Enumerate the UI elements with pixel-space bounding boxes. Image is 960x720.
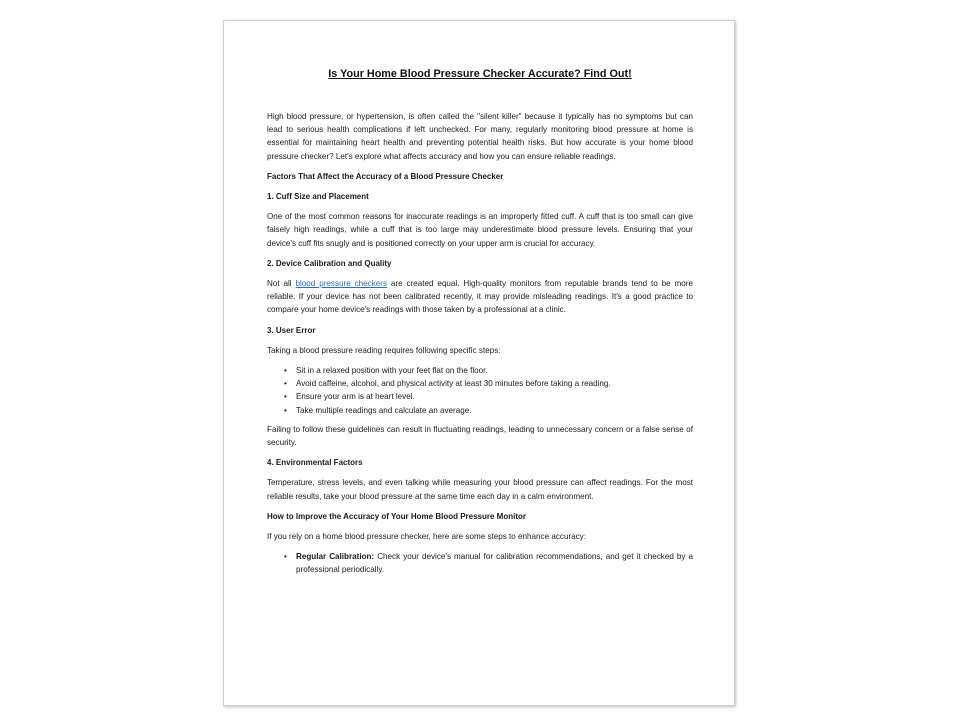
- blood-pressure-checkers-link[interactable]: blood pressure checkers: [295, 279, 387, 289]
- bullet-icon: •: [284, 405, 287, 415]
- improve-intro-paragraph: If you rely on a home blood pressure checker, here are some steps to enhance accuracy:: [267, 532, 586, 542]
- factor-heading-user-error: 3. User Error: [267, 325, 316, 335]
- improve-tips-list: [267, 550, 693, 576]
- bullet-icon: •: [284, 392, 287, 402]
- section-heading-factors: Factors That Affect the Accuracy of a Blood Pressure Checker: [267, 171, 504, 181]
- list-item-text: Ensure your arm is at heart level.: [296, 392, 415, 402]
- list-item: [267, 550, 693, 576]
- user-error-steps-list: [267, 364, 693, 417]
- factor-paragraph-user-error-intro: Taking a blood pressure reading requires following specific steps:: [267, 345, 501, 355]
- factor-paragraph-environment: Temperature, stress levels, and even talking while measuring your blood pressure can affect readings. For the most reliable results, take your blood pressure at the same time each day in a calm environment.: [267, 478, 693, 501]
- list-item-text: Take multiple readings and calculate an average.: [296, 405, 472, 415]
- list-item: [267, 364, 693, 377]
- bullet-icon: •: [284, 552, 287, 562]
- factor-paragraph-calibration-start: Not all: [267, 279, 296, 289]
- bullet-icon: •: [284, 366, 287, 376]
- factor-paragraph-user-error-outro: Failing to follow these guidelines can result in fluctuating readings, leading to unnecessary concern or a false sense of security.: [267, 424, 693, 448]
- bullet-icon: •: [284, 379, 287, 389]
- factor-heading-calibration: 2. Device Calibration and Quality: [267, 258, 392, 268]
- factor-paragraph-cuff: One of the most common reasons for inaccurate readings is an improperly fitted cuff. A cuff that is too small can give falsely high readings, while a cuff that is too large may underestimate blood pressure levels. Ensuring that your device's cuff fits snugly and is positioned correctly on your upper arm is crucial for accuracy.: [267, 212, 693, 248]
- list-item: [267, 377, 693, 390]
- intro-paragraph: High blood pressure, or hypertension, is often called the "silent killer" because it typically has no symptoms but can lead to serious health complications if left unchecked. For many, regularly monitoring blood pressure at home is essential for maintaining heart health and preventing potential health risks. But how accurate is your home blood pressure checker? Let's explore what affects accuracy and how you can ensure reliable readings.: [267, 112, 693, 161]
- document-title: Is Your Home Blood Pressure Checker Accurate? Find Out!: [328, 68, 632, 80]
- factor-paragraph-calibration-end: are created equal. High-quality monitors from reputable brands tend to be more reliable. If your device has not been calibrated recently, it may provide misleading readings. It's a good practice to compare your home device's readings with those taken by a professional at a clinic.: [267, 279, 693, 315]
- list-item: [267, 404, 693, 417]
- tip-label: Regular Calibration:: [296, 552, 375, 562]
- list-item-text: Sit in a relaxed position with your feet flat on the floor.: [296, 366, 488, 376]
- document-body: [267, 67, 693, 583]
- factor-heading-environment: 4. Environmental Factors: [267, 458, 363, 468]
- list-item-text: Avoid caffeine, alcohol, and physical activity at least 30 minutes before taking a reading.: [296, 379, 611, 389]
- factor-heading-cuff: 1. Cuff Size and Placement: [267, 192, 369, 202]
- factor-paragraph-calibration: [267, 277, 693, 317]
- list-item: [267, 390, 693, 403]
- section-heading-improve: How to Improve the Accuracy of Your Home Blood Pressure Monitor: [267, 511, 527, 521]
- document-page: [223, 20, 735, 706]
- tip-text: Check your device's manual for calibration recommendations, and get it checked by a professional periodically.: [296, 552, 693, 575]
